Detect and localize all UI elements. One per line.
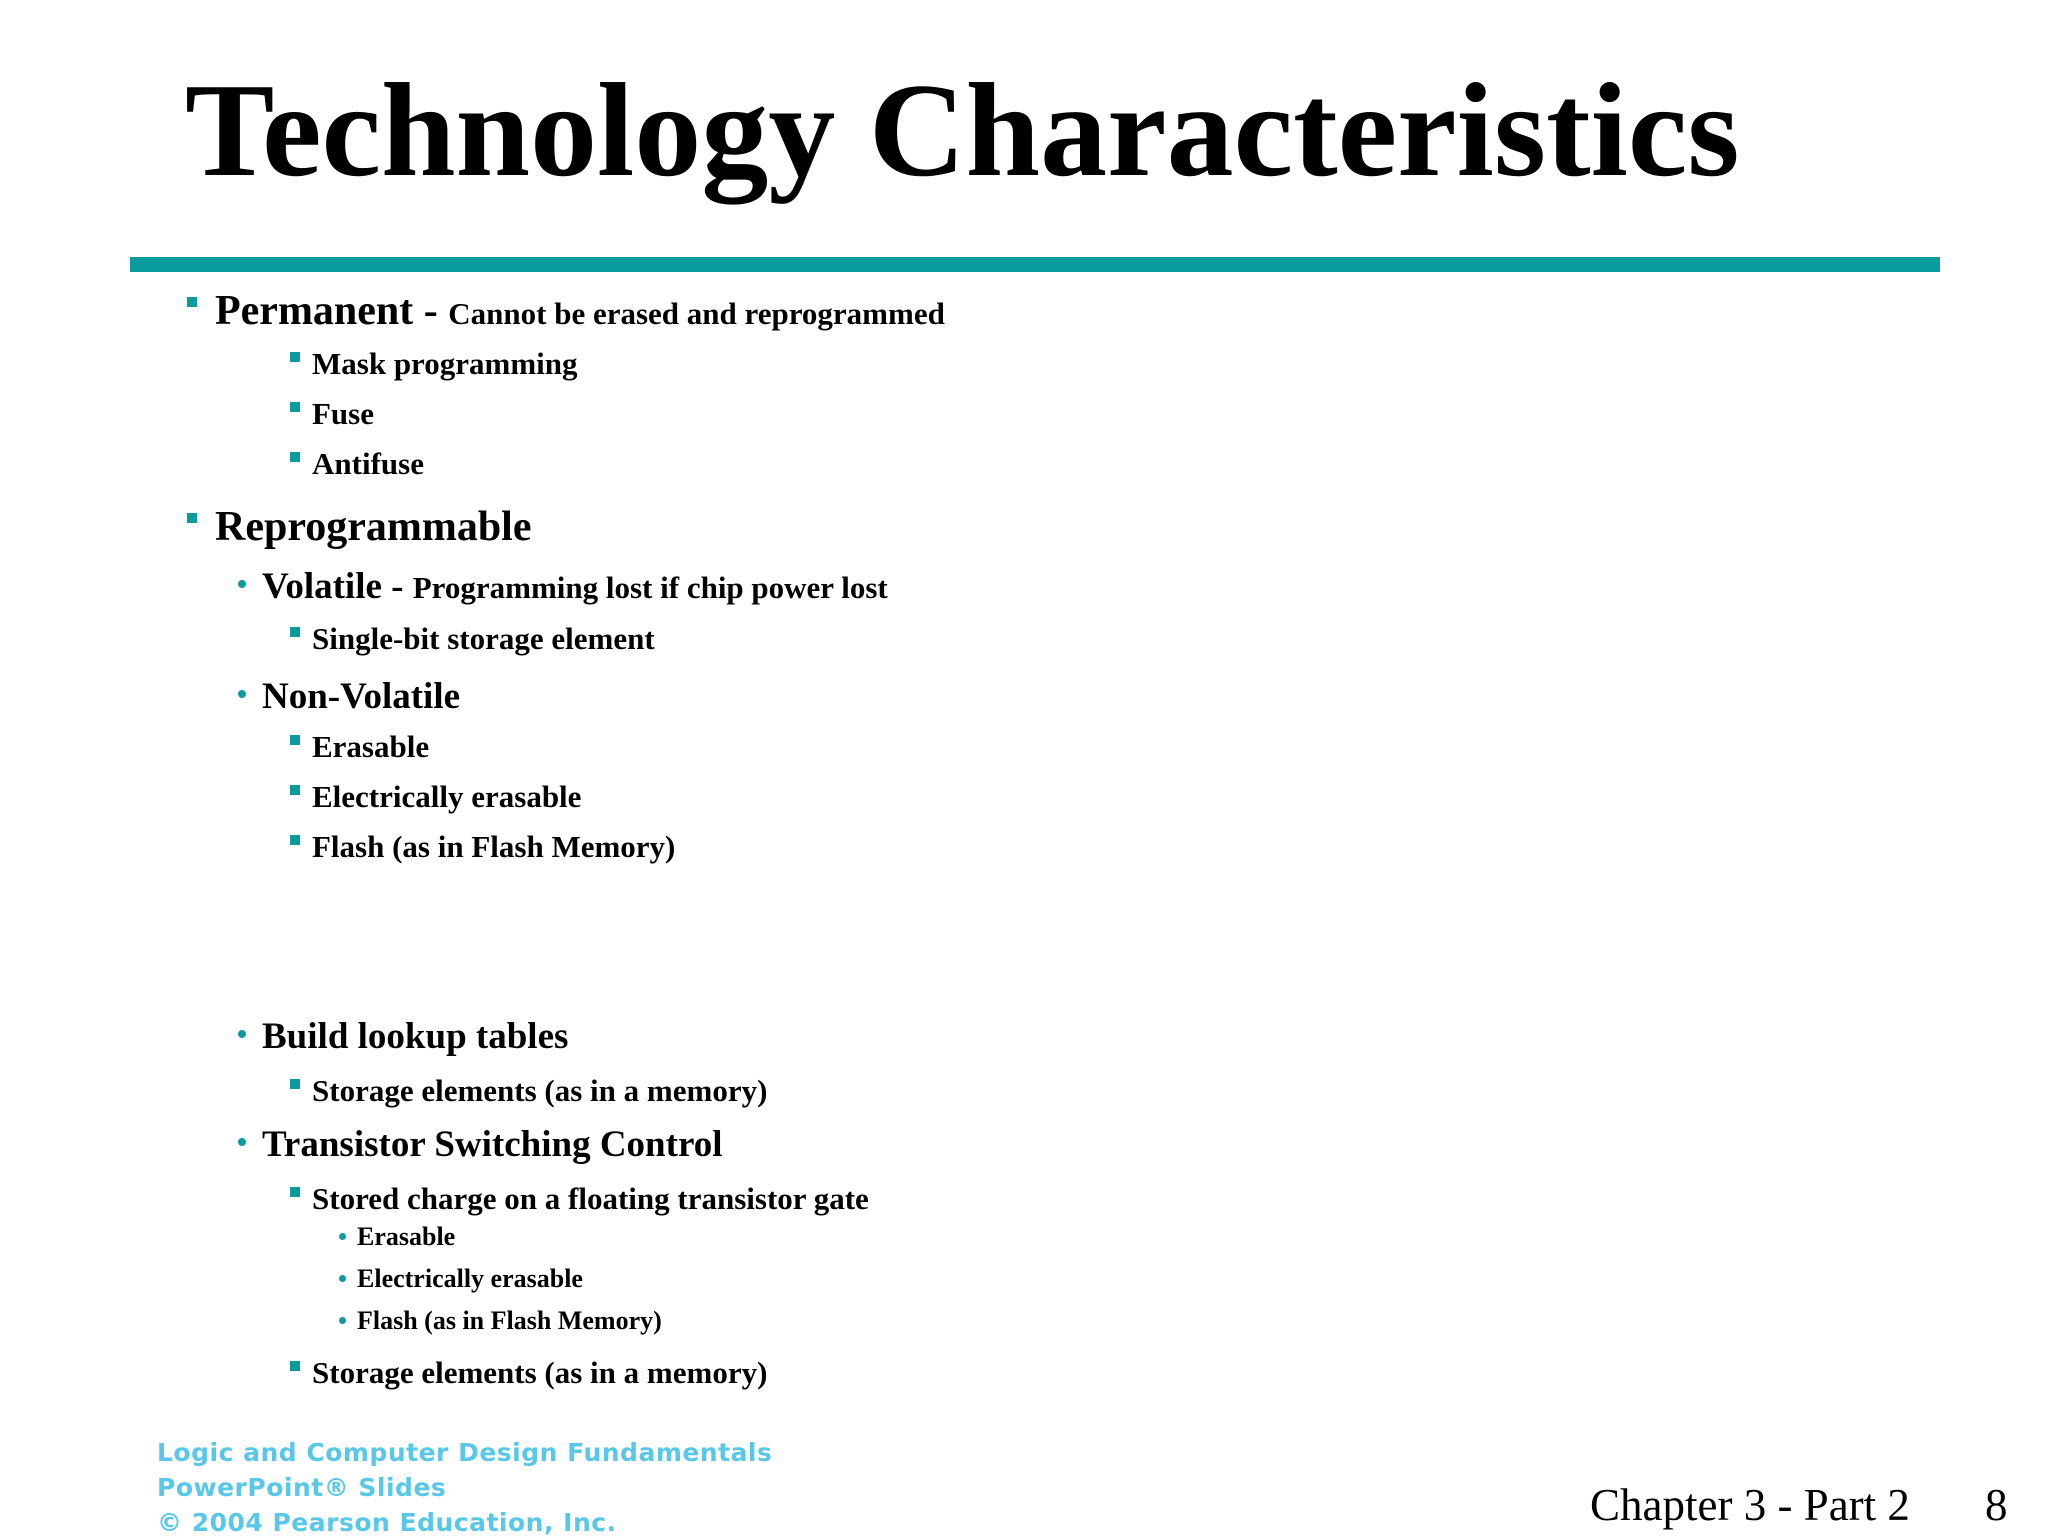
bullet-dot-icon (238, 1030, 246, 1038)
bullet-erasable: Erasable (312, 729, 430, 764)
bullet-dot-icon (339, 1275, 346, 1282)
bullet-build-lookup: Build lookup tables (262, 1016, 569, 1057)
bullet-square-icon (290, 735, 300, 745)
bullet-square-icon (290, 1079, 300, 1089)
slide-title: Technology Characteristics (185, 56, 1740, 204)
bullet-flash: Flash (as in Flash Memory) (312, 829, 676, 864)
bullet-dot-icon (339, 1233, 346, 1240)
logo-line-slides: PowerPoint® Slides (157, 1473, 447, 1502)
bullet-sub-erasable: Erasable (357, 1222, 456, 1251)
bullet-square-icon (187, 513, 197, 523)
title-divider (130, 257, 1940, 272)
bullet-volatile-desc: Programming lost if chip power lost (412, 570, 888, 605)
footer-chapter-label: Chapter 3 - Part 2 (1590, 1480, 1910, 1530)
bullet-square-icon (187, 297, 197, 307)
publisher-logo (157, 1435, 772, 1540)
bullet-square-icon (290, 1187, 300, 1197)
bullet-permanent-desc: Cannot be erased and reprogrammed (448, 296, 945, 331)
bullet-stored-charge: Stored charge on a floating transistor gate (312, 1181, 869, 1216)
logo-line-course: Logic and Computer Design Fundamentals (157, 1438, 773, 1467)
bullet-dot-icon (339, 1317, 346, 1324)
bullet-storage-elements-2: Storage elements (as in a memory) (312, 1355, 768, 1390)
bullet-sub-flash: Flash (as in Flash Memory) (357, 1306, 662, 1335)
bullet-electrically-erasable: Electrically erasable (312, 779, 582, 814)
bullet-permanent (215, 286, 945, 339)
bullet-square-icon (290, 1361, 300, 1371)
bullet-non-volatile: Non-Volatile (262, 676, 461, 717)
bullet-sub-electrically-erasable: Electrically erasable (357, 1264, 583, 1293)
bullet-single-bit: Single-bit storage element (312, 621, 655, 656)
bullet-antifuse: Antifuse (312, 446, 424, 481)
logo-line-copyright: © 2004 Pearson Education, Inc. (157, 1508, 617, 1537)
bullet-dot-icon (238, 580, 246, 588)
bullet-fuse: Fuse (312, 396, 374, 431)
bullet-dot-icon (238, 1138, 246, 1146)
page-number: 8 (1985, 1480, 2008, 1530)
bullet-square-icon (290, 402, 300, 412)
bullet-volatile (262, 565, 888, 610)
bullet-dot-icon (238, 690, 246, 698)
bullet-storage-elements-1: Storage elements (as in a memory) (312, 1073, 768, 1108)
bullet-transistor-switching: Transistor Switching Control (262, 1124, 723, 1165)
bullet-square-icon (290, 452, 300, 462)
bullet-permanent-label: Permanent - (215, 288, 449, 334)
bullet-square-icon (290, 835, 300, 845)
bullet-square-icon (290, 352, 300, 362)
bullet-mask-programming: Mask programming (312, 346, 578, 381)
bullet-square-icon (290, 785, 300, 795)
bullet-square-icon (290, 627, 300, 637)
bullet-reprogrammable: Reprogrammable (215, 504, 532, 550)
bullet-volatile-label: Volatile - (262, 566, 413, 607)
